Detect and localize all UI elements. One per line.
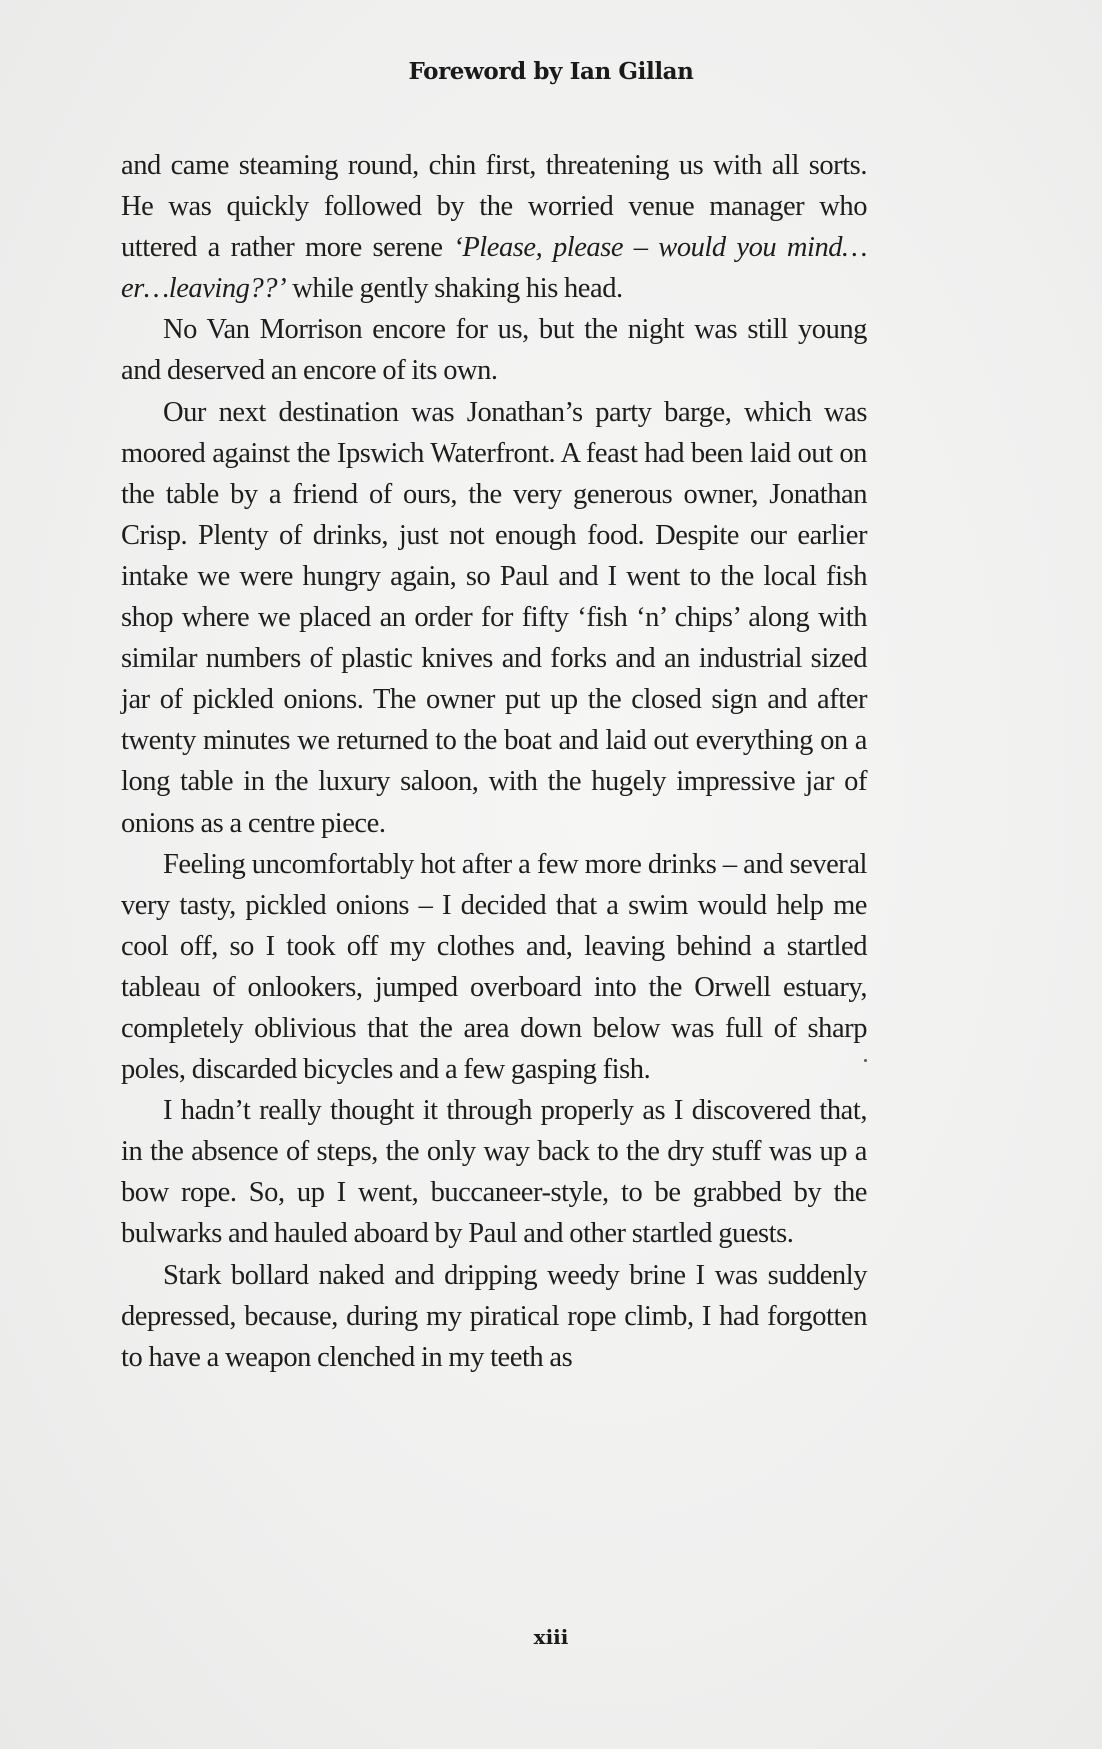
running-head: Foreword by Ian Gillan [408, 58, 694, 85]
page-number: xiii [533, 1625, 569, 1649]
paragraph [121, 309, 867, 391]
text-run: Feeling uncomfortably hot after a few more drinks – and several very tasty, pickled onions – I decided that a swim would help me cool off, so I took off my clothes and, leaving behind a startled tableau of onlookers, jumped overboard into the Orwell estuary, completely oblivious that the area down below was full of sharp poles, discarded bicycles and a few gasping fish. [121, 848, 867, 1086]
paragraph [121, 844, 867, 1091]
text-run: Stark bollard naked and dripping weedy brine I was suddenly depressed, because, during my piratical rope climb, I had forgotten to have a weapon clenched in my teeth as [121, 1259, 867, 1373]
text-run: Our next destination was Jonathan’s party barge, which was moored against the Ipswich Waterfront. A feast had been laid out on the table by a friend of ours, the very generous owner, Jonathan Crisp. Plenty of drinks, just not enough food. Despite our earlier intake we were hungry again, so Paul and I went to the local fish shop where we placed an order for fifty ‘fish ‘n’ chips’ along with similar numbers of plastic knives and forks and an industrial sized jar of pickled onions. The owner put up the closed sign and after twenty minutes we returned to the boat and laid out everything on a long table in the luxury saloon, with the hugely impressive jar of onions as a centre piece. [121, 396, 867, 839]
text-run: and came steaming round, chin first, threatening us with all sorts. He was quickly followed by the worried venue manager who uttered a rather more serene [121, 150, 867, 264]
scan-speck [864, 1059, 867, 1062]
paragraph [121, 145, 867, 309]
text-run: while gently shaking his head. [286, 273, 623, 305]
italic-quote: ‘Please, please – would you mind…er…leaving??’ [121, 232, 867, 305]
paragraph [121, 1255, 867, 1378]
text-run: No Van Morrison encore for us, but the night was still young and deserved an encore of its own. [121, 314, 867, 387]
paragraph [121, 1090, 867, 1254]
paragraph [121, 392, 867, 844]
text-run: I hadn’t really thought it through properly as I discovered that, in the absence of steps, the only way back to the dry stuff was up a bow rope. So, up I went, buccaneer-style, to be grabbed by the bulwarks and hauled aboard by Paul and other startled guests. [121, 1095, 867, 1250]
body-text [121, 145, 867, 1378]
